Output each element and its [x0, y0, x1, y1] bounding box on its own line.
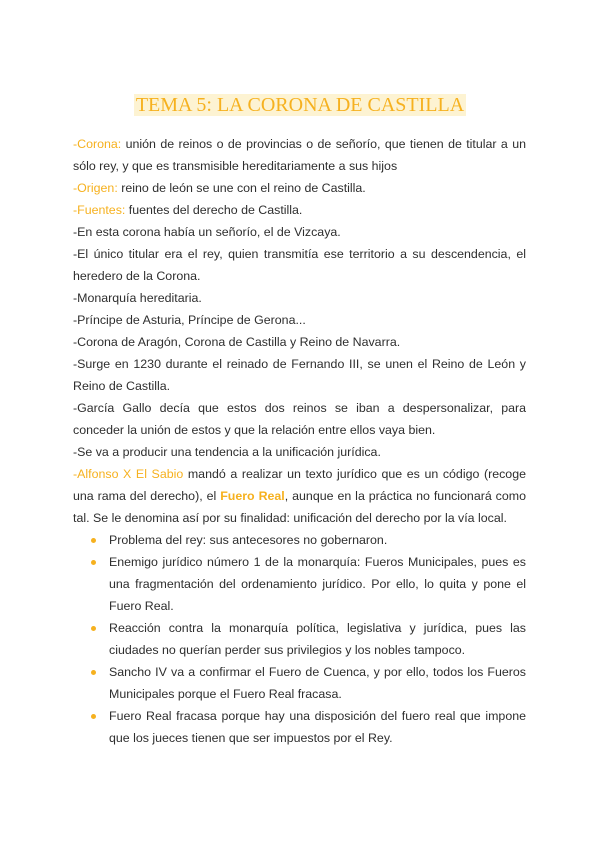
document-body [73, 133, 526, 749]
list-item: Fuero Real fracasa porque hay una disposición del fuero real que impone que los jueces tienen que ser impuestos por el Rey. [73, 705, 526, 749]
paragraph-origen [73, 177, 526, 199]
label-corona: -Corona: [73, 137, 122, 151]
page-title [0, 91, 600, 119]
paragraph-coronas: -Corona de Aragón, Corona de Castilla y Reino de Navarra. [73, 335, 401, 349]
text-alfonso-before: mandó a realizar un texto jurídico que es un código (recoge una rama del derecho), el [73, 467, 526, 503]
paragraph-surge: -Surge en 1230 durante el reinado de Fernando III, se unen el Reino de León y Reino de Castilla. [73, 357, 526, 393]
paragraph-principe: -Príncipe de Asturia, Príncipe de Gerona... [73, 313, 306, 327]
label-fuentes: -Fuentes: [73, 203, 126, 217]
text-fuentes: fuentes del derecho de Castilla. [125, 203, 303, 217]
paragraph-garcia-gallo: -García Gallo decía que estos dos reinos se iban a despersonalizar, para conceder la unión de estos y que la relación entre ellos vaya bien. [73, 401, 526, 437]
paragraph-corona [73, 133, 526, 177]
paragraph-unificacion: -Se va a producir una tendencia a la unificación jurídica. [73, 445, 381, 459]
label-origen: -Origen: [73, 181, 118, 195]
text-alfonso-after: , aunque en la práctica no funcionará como tal. Se le denomina así por su finalidad: unificación del derecho por la vía local. [73, 489, 526, 525]
text-origen: reino de león se une con el reino de Castilla. [117, 181, 366, 195]
title-text: TEMA 5: LA CORONA DE CASTILLA [135, 94, 465, 116]
text-corona: unión de reinos o de provincias o de señorío, que tienen de titular a un sólo rey, y que es transmisible hereditariamente a sus hijos [73, 137, 526, 173]
paragraph-alfonso [73, 463, 526, 529]
list-item: Reacción contra la monarquía política, legislativa y jurídica, pues las ciudades no querían perder sus privilegios y los nobles tampoco. [73, 617, 526, 661]
paragraph-fuentes [73, 199, 526, 221]
paragraph-titular: -El único titular era el rey, quien transmitía ese territorio a su descendencia, el heredero de la Corona. [73, 247, 526, 283]
bullet-list [73, 529, 526, 749]
label-alfonso: -Alfonso X El Sabio [73, 467, 184, 481]
paragraph-monarquia: -Monarquía hereditaria. [73, 291, 202, 305]
fuero-real-highlight: Fuero Real [220, 489, 285, 503]
list-item: Enemigo jurídico número 1 de la monarquía: Fueros Municipales, pues es una fragmentación del ordenamiento jurídico. Por ello, lo quita y pone el Fuero Real. [73, 551, 526, 617]
list-item: Problema del rey: sus antecesores no gobernaron. [73, 529, 526, 551]
paragraph-vizcaya: -En esta corona había un señorío, el de Vizcaya. [73, 225, 341, 239]
list-item: Sancho IV va a confirmar el Fuero de Cuenca, y por ello, todos los Fueros Municipales porque el Fuero Real fracasa. [73, 661, 526, 705]
